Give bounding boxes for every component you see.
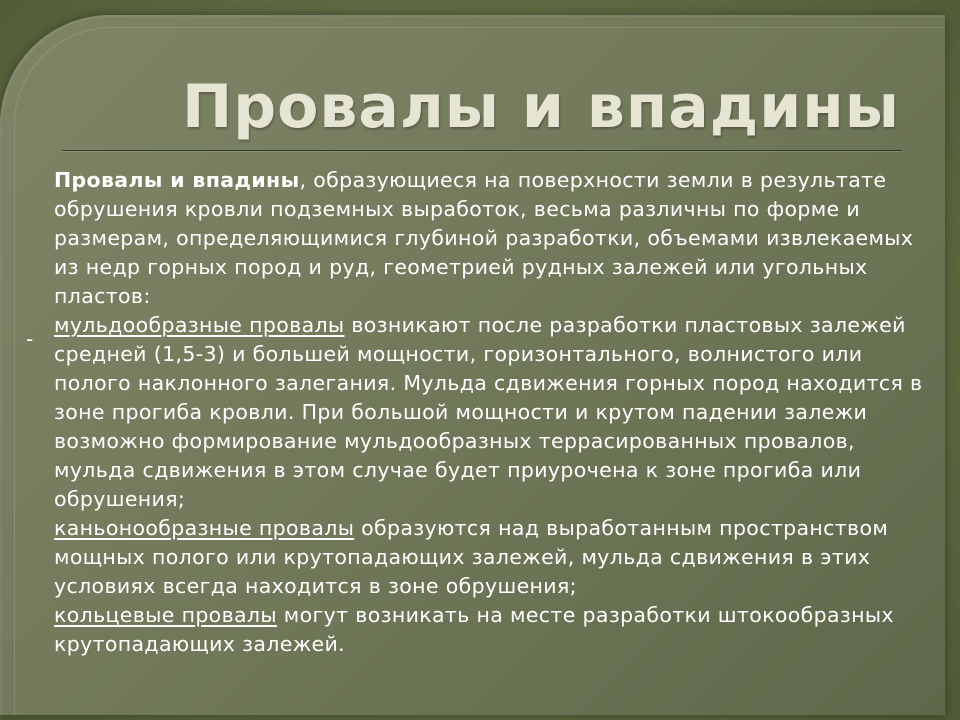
intro-term: Провалы и впадины	[54, 168, 300, 192]
intro-paragraph	[54, 166, 924, 311]
item-term: мульдообразные провалы	[54, 313, 345, 337]
bullet-mark: -	[26, 327, 34, 351]
intro-text: , образующиеся на поверхности земли в результате обрушения кровли подземных выработок, весьма различны по форме и размерам, определяющимися глубиной разработки, объемами извлекаемых из недр горных пород и руд, геометрией рудных залежей или угольных пластов:	[54, 168, 914, 308]
item-text: образуются над выработанным пространством мощных полого или крутопадающих залежей, мульда сдвижения в этих условиях всегда находится в зоне обрушения;	[54, 516, 889, 598]
list-item	[54, 601, 924, 659]
item-term: каньонообразные провалы	[54, 516, 355, 540]
slide-title: Провалы и впадины	[182, 72, 900, 142]
list-item	[54, 514, 924, 601]
list-item	[54, 311, 924, 514]
item-text: могут возникать на месте разработки штокообразных крутопадающих залежей.	[54, 603, 894, 656]
slide-body	[54, 166, 924, 659]
item-term: кольцевые провалы	[54, 603, 277, 627]
title-divider	[62, 150, 902, 151]
item-text: возникают после разработки пластовых залежей средней (1,5-3) и большей мощности, горизонтального, волнистого или полого наклонного залегания. Мульда сдвижения горных пород находится в зоне прогиба кровли. При большой мощности и крутом падении залежи возможно формирование мульдообразных террасированных провалов, мульда сдвижения в этом случае будет приурочена к зоне прогиба или обрушения;	[54, 313, 923, 511]
